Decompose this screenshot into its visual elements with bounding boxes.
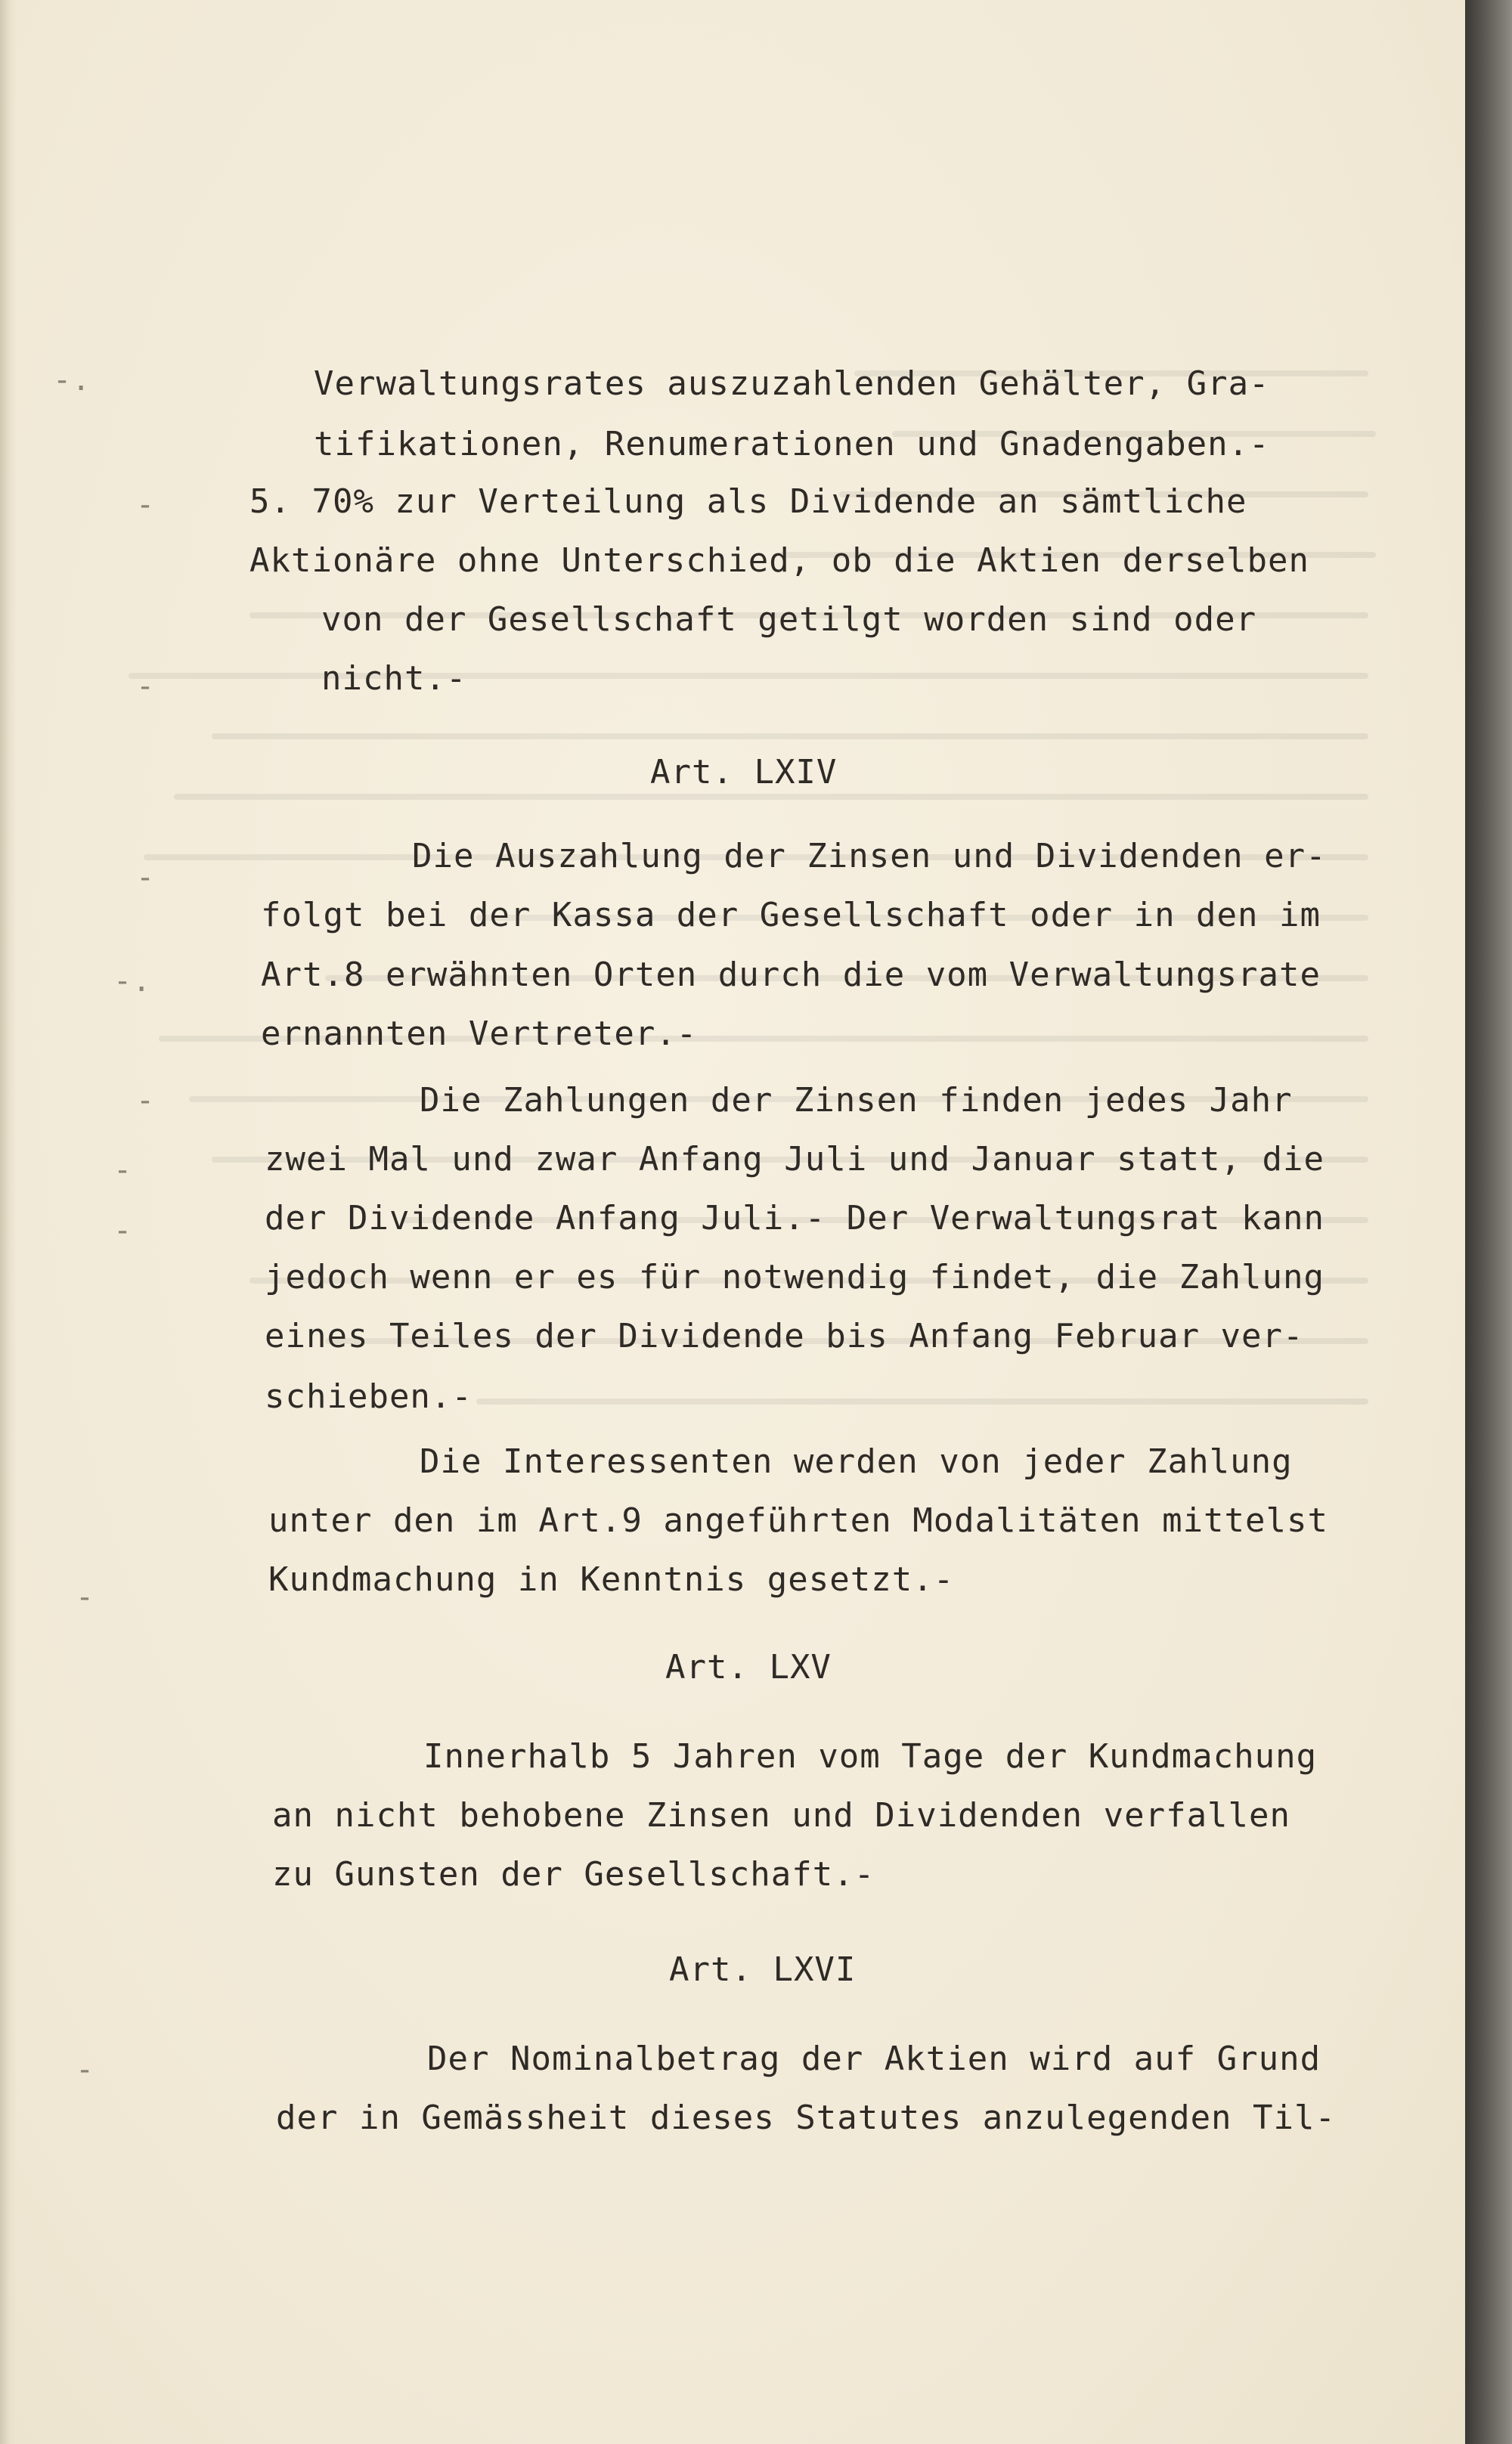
text-line: jedoch wenn er es für notwendig findet, die Zahlung	[265, 1258, 1325, 1296]
text-line: Die Zahlungen der Zinsen finden jedes Jahr	[420, 1081, 1293, 1120]
article-heading: Art. LXIV	[650, 753, 838, 791]
page-edge	[1465, 0, 1512, 2444]
text-line: der in Gemässheit dieses Statutes anzulegenden Til-	[276, 2099, 1337, 2137]
margin-mark: -	[136, 488, 156, 522]
text-line: tifikationen, Renumerationen und Gnadengaben.-	[314, 425, 1270, 463]
text-line: ernannten Vertreter.-	[261, 1014, 698, 1053]
text-line: der Dividende Anfang Juli.- Der Verwaltungsrat kann	[265, 1199, 1325, 1237]
article-heading: Art. LXVI	[669, 1950, 857, 1989]
margin-mark: -	[136, 669, 156, 704]
text-line: Innerhalb 5 Jahren vom Tage der Kundmachung	[423, 1737, 1318, 1776]
text-line: folgt bei der Kassa der Gesellschaft oder in den im	[261, 896, 1321, 934]
margin-mark: -	[136, 1083, 156, 1118]
margin-mark: -	[76, 1580, 95, 1615]
margin-mark: -	[136, 860, 156, 895]
text-line: zwei Mal und zwar Anfang Juli und Januar statt, die	[265, 1140, 1325, 1179]
margin-mark: -	[76, 2052, 95, 2087]
margin-mark: -	[113, 1213, 133, 1248]
text-line: Kundmachung in Kenntnis gesetzt.-	[268, 1560, 955, 1599]
text-line: von der Gesellschaft getilgt worden sind oder	[321, 600, 1257, 639]
text-line: nicht.-	[321, 659, 467, 698]
text-line: zu Gunsten der Gesellschaft.-	[272, 1855, 875, 1894]
text-line: eines Teiles der Dividende bis Anfang Februar ver-	[265, 1317, 1304, 1355]
text-line: Aktionäre ohne Unterschied, ob die Aktien derselben	[249, 541, 1310, 580]
text-line: Die Interessenten werden von jeder Zahlung	[420, 1442, 1293, 1481]
text-line: Art.8 erwähnten Orten durch die vom Verwaltungsrate	[261, 956, 1321, 994]
text-line: Verwaltungsrates auszuzahlenden Gehälter, Gra-	[314, 364, 1270, 403]
text-line: Die Auszahlung der Zinsen und Dividenden er-	[412, 837, 1327, 875]
text-line: unter den im Art.9 angeführten Modalitäten mittelst	[268, 1501, 1329, 1540]
margin-mark: -	[113, 1153, 133, 1188]
text-line: 5. 70% zur Verteilung als Dividende an sämtliche	[249, 482, 1247, 521]
text-line: schieben.-	[265, 1377, 472, 1416]
text-line: Der Nominalbetrag der Aktien wird auf Grund	[427, 2040, 1321, 2078]
margin-mark: -.	[53, 363, 91, 398]
margin-mark: -.	[113, 964, 152, 999]
text-line: an nicht behobene Zinsen und Dividenden verfallen	[272, 1796, 1291, 1835]
article-heading: Art. LXV	[665, 1648, 832, 1687]
